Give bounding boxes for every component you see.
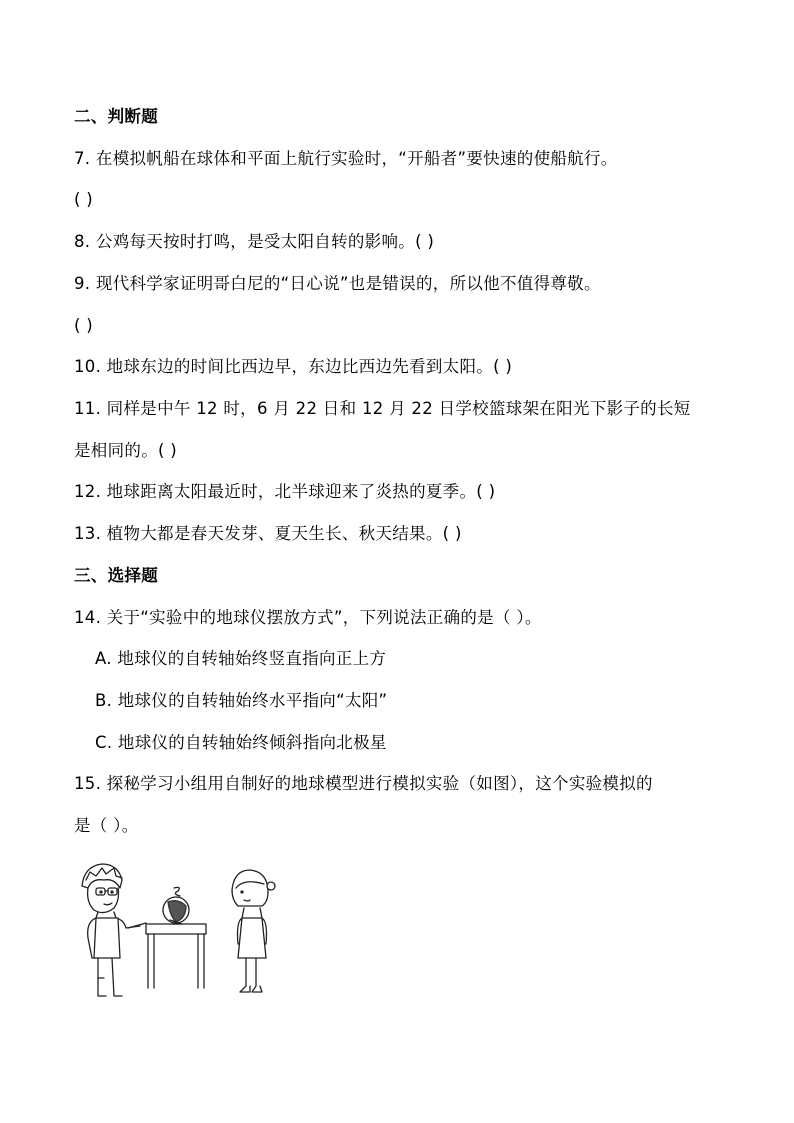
question-7: 7. 在模拟帆船在球体和平面上航行实验时，“开船者”要快速的使船航行。 bbox=[74, 149, 618, 168]
question-14-option-b: B. 地球仪的自转轴始终水平指向“太阳” bbox=[95, 691, 388, 710]
question-15-line-2: 是（ ）。 bbox=[74, 816, 139, 835]
question-15-line-1: 15. 探秘学习小组用自制好的地球模型进行模拟实验（如图），这个实验模拟的 bbox=[74, 774, 653, 793]
question-14: 14. 关于“实验中的地球仪摆放方式”，下列说法正确的是（ ）。 bbox=[74, 608, 542, 627]
girl-figure bbox=[232, 870, 275, 992]
section-heading-choice: 三、选择题 bbox=[74, 566, 158, 585]
boy-figure bbox=[82, 864, 146, 996]
globe-model bbox=[163, 887, 189, 924]
question-10: 10. 地球东边的时间比西边早，东边比西边先看到太阳。( ) bbox=[74, 357, 513, 376]
experiment-illustration bbox=[74, 858, 284, 1003]
question-9: 9. 现代科学家证明哥白尼的“日心说”也是错误的，所以他不值得尊敬。 bbox=[74, 274, 601, 293]
question-14-option-a: A. 地球仪的自转轴始终竖直指向正上方 bbox=[95, 649, 387, 668]
question-12: 12. 地球距离太阳最近时，北半球迎来了炎热的夏季。( ) bbox=[74, 482, 496, 501]
question-11-line-2: 是相同的。( ) bbox=[74, 441, 178, 460]
question-13: 13. 植物大都是春天发芽、夏天生长、秋天结果。( ) bbox=[74, 524, 462, 543]
question-9-answer-blank: ( ) bbox=[74, 316, 94, 335]
question-11-line-1: 11. 同样是中午 12 时，6 月 22 日和 12 月 22 日学校篮球架在阳光下影子的长短 bbox=[74, 399, 691, 418]
question-14-option-c: C. 地球仪的自转轴始终倾斜指向北极星 bbox=[95, 733, 387, 752]
question-8: 8. 公鸡每天按时打鸣，是受太阳自转的影响。( ) bbox=[74, 232, 435, 251]
table bbox=[146, 924, 206, 988]
section-heading-judge: 二、判断题 bbox=[74, 107, 158, 126]
question-7-answer-blank: ( ) bbox=[74, 190, 94, 209]
